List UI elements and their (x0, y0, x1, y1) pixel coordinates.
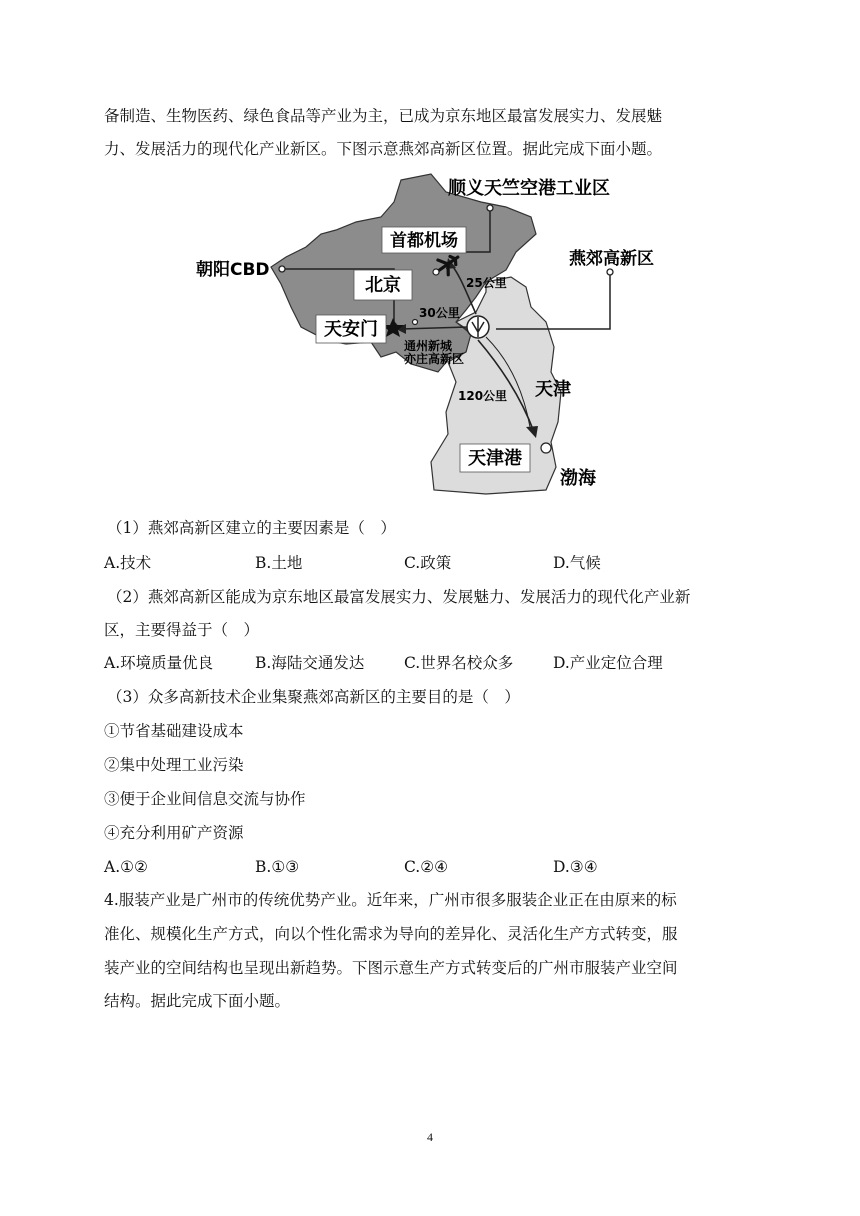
q2-option-d[interactable]: D.产业定位合理 (553, 654, 663, 672)
tiananmen-label: 天安门 (324, 319, 378, 340)
q4-line-1: 4.服装产业是广州市的传统优势产业。近年来，广州市很多服装企业正在由原来的标 (104, 891, 677, 909)
q3-option-c[interactable]: C.②④ (404, 858, 449, 876)
q3-option-d[interactable]: D.③④ (553, 858, 598, 876)
page-number: 4 (427, 1130, 433, 1144)
yanjiao-label: 燕郊高新区 (569, 249, 654, 269)
distance-25-label: 25公里 (466, 276, 507, 290)
q3-item-2: ②集中处理工业污染 (104, 756, 244, 774)
tongzhou-label: 通州新城 (404, 339, 453, 353)
intro-line-2: 力、发展活力的现代化产业新区。下图示意燕郊高新区位置。据此完成下面小题。 (104, 140, 663, 158)
distance-120-label: 120公里 (458, 389, 508, 403)
tianjin-label: 天津 (535, 379, 571, 400)
yanjiao-dot (607, 269, 613, 275)
beijing-label: 北京 (365, 275, 401, 296)
q4-line-2: 准化、规模化生产方式，向以个性化需求为导向的差异化、灵活化生产方式转变，服 (104, 925, 678, 943)
bohai-label: 渤海 (560, 468, 596, 489)
airport-dot (433, 269, 439, 275)
q3-item-3: ③便于企业间信息交流与协作 (104, 790, 306, 808)
tianjin-port-label: 天津港 (468, 448, 522, 469)
q3-item-1: ①节省基础建设成本 (104, 722, 244, 740)
q3-item-4: ④充分利用矿产资源 (104, 824, 244, 842)
q1-stem: （1）燕郊高新区建立的主要因素是（ ） (107, 519, 396, 537)
shunyi-label: 顺义天竺空港工业区 (448, 178, 610, 199)
q1-option-c[interactable]: C.政策 (404, 554, 452, 572)
q2-stem-line-1: （2）燕郊高新区能成为京东地区最富发展实力、发展魅力、发展活力的现代化产业新 (107, 588, 691, 606)
q2-option-c[interactable]: C.世界名校众多 (404, 654, 514, 672)
intro-line-1: 备制造、生物医药、绿色食品等产业为主，已成为京东地区最富发展实力、发展魅 (104, 107, 663, 125)
q2-option-a[interactable]: A.环境质量优良 (104, 654, 214, 672)
q4-line-4: 结构。据此完成下面小题。 (104, 992, 291, 1010)
shunyi-dot (487, 205, 493, 211)
tiananmen-dot (413, 320, 418, 325)
q3-option-b[interactable]: B.①③ (255, 858, 300, 876)
distance-30-label: 30公里 (419, 306, 460, 320)
chaoyang-label: 朝阳CBD (196, 260, 270, 280)
chaoyang-dot (279, 266, 285, 272)
yizhuang-label: 亦庄高新区 (404, 352, 465, 366)
q3-stem: （3）众多高新技术企业集聚燕郊高新区的主要目的是（ ） (107, 688, 520, 706)
q3-option-a[interactable]: A.①② (104, 858, 148, 876)
airport-label: 首都机场 (390, 231, 458, 251)
q1-option-b[interactable]: B.土地 (255, 554, 303, 572)
q2-option-b[interactable]: B.海陆交通发达 (255, 654, 365, 672)
yanjiao-location-map (186, 172, 686, 504)
q4-line-3: 装产业的空间结构也呈现出新趋势。下图示意生产方式转变后的广州市服装产业空间 (104, 959, 678, 977)
q1-option-a[interactable]: A.技术 (104, 554, 152, 572)
q1-option-d[interactable]: D.气候 (553, 554, 601, 572)
tianjin-port-dot (541, 443, 551, 453)
q2-stem-line-2: 区，主要得益于（ ） (104, 621, 260, 639)
